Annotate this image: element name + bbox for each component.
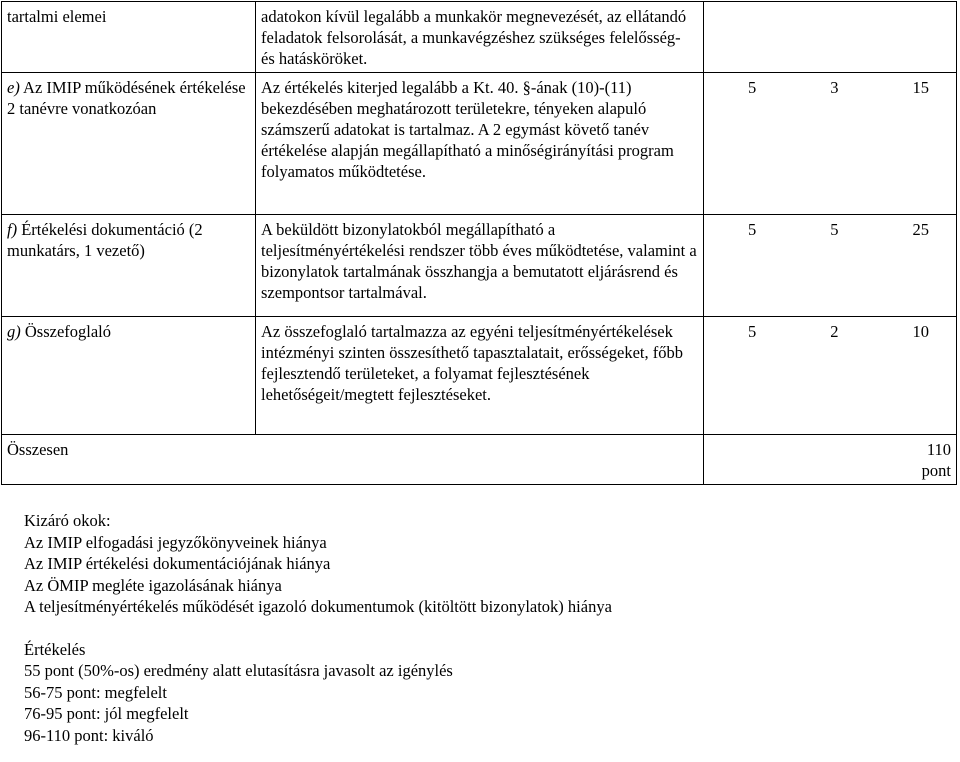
description-text: Az értékelés kiterjed legalább a Kt. 40. §-ának (10)-(11) bekezdésében meghatározott területekre, tényeken alapuló számszerű adatokat is tartalmaz. A 2 egymást követő tanév értékelése alapján megállapítható a minőségirányítási program folyamatos működtetése. — [261, 78, 674, 181]
criterion-cell — [2, 317, 256, 435]
exclusion-title: Kizáró okok: — [24, 511, 111, 530]
table-row — [2, 215, 957, 317]
description-cell — [256, 215, 704, 317]
evaluation-item: 55 pont (50%-os) eredmény alatt elutasításra javasolt az igénylés — [24, 661, 453, 680]
total-row — [2, 435, 957, 485]
description-cell — [256, 317, 704, 435]
exclusion-item: A teljesítményértékelés működését igazoló dokumentumok (kitöltött bizonylatok) hiánya — [24, 597, 612, 616]
description-text: A beküldött bizonylatokból megállapítható a teljesítményértékelési rendszer több éves működtetése, valamint a bizonylatok tartalmának összhangja a bemutatott eljárásrend és szempontsor tartalmával. — [261, 220, 697, 302]
evaluation-title: Értékelés — [24, 639, 86, 659]
evaluation-item: 76-95 pont: jól megfelelt — [24, 704, 189, 723]
criterion-letter: g) — [7, 322, 21, 341]
table-row — [2, 317, 957, 435]
total-unit: pont — [921, 461, 951, 480]
criterion-letter: f) — [7, 220, 18, 239]
total-empty-cell — [256, 435, 704, 485]
criterion-cell — [2, 215, 256, 317]
exclusion-item: Az IMIP értékelési dokumentációjának hiánya — [24, 554, 331, 573]
spacer — [24, 618, 612, 639]
total-value-cell — [704, 435, 957, 485]
score-value: 2 — [830, 322, 839, 341]
description-cell — [256, 73, 704, 215]
evaluation-table — [1, 1, 957, 485]
weight-value: 5 — [748, 220, 757, 239]
total-label-cell — [2, 435, 256, 485]
points-value: 10 — [912, 322, 929, 341]
weight-value: 5 — [748, 78, 757, 97]
score-cell — [704, 2, 957, 73]
notes-section — [24, 510, 612, 746]
criterion-text: Értékelési dokumentáció (2 munkatárs, 1 vezető) — [7, 220, 203, 260]
evaluation-item: 56-75 pont: megfelelt — [24, 682, 167, 702]
points-value: 15 — [912, 78, 929, 97]
criterion-cell — [2, 2, 256, 73]
score-value: 3 — [830, 78, 839, 97]
exclusion-item: Az IMIP elfogadási jegyzőkönyveinek hiánya — [24, 532, 327, 552]
score-value: 5 — [830, 220, 839, 239]
score-cell — [704, 215, 957, 317]
evaluation-item: 96-110 pont: kiváló — [24, 725, 154, 745]
total-label: Összesen — [7, 440, 69, 459]
criterion-cell — [2, 73, 256, 215]
criterion-text: tartalmi elemei — [7, 7, 107, 26]
description-cell — [256, 2, 704, 73]
points-value: 25 — [912, 220, 929, 239]
description-text: adatokon kívül legalább a munkakör megnevezését, az ellátandó feladatok felsorolását, a munkavégzéshez szükséges felelősség- és hatásköröket. — [261, 7, 687, 68]
criterion-text: Összefoglaló — [24, 322, 112, 341]
criterion-letter: e) — [7, 78, 20, 97]
total-value: 110 — [926, 440, 951, 459]
weight-value: 5 — [748, 322, 757, 341]
exclusion-item: Az ÖMIP megléte igazolásának hiánya — [24, 575, 282, 595]
score-cell — [704, 73, 957, 215]
score-cell — [704, 317, 957, 435]
table-row — [2, 2, 957, 73]
table-row — [2, 73, 957, 215]
description-text: Az összefoglaló tartalmazza az egyéni teljesítményértékelések intézményi szinten összesíthető tapasztalatait, erősségeket, főbb fejlesztendő területeket, a folyamat fejlesztésének lehetőségeit/megtett fejlesztéseket. — [261, 322, 683, 404]
criterion-text: Az IMIP működésének értékelése 2 tanévre vonatkozóan — [7, 78, 246, 118]
